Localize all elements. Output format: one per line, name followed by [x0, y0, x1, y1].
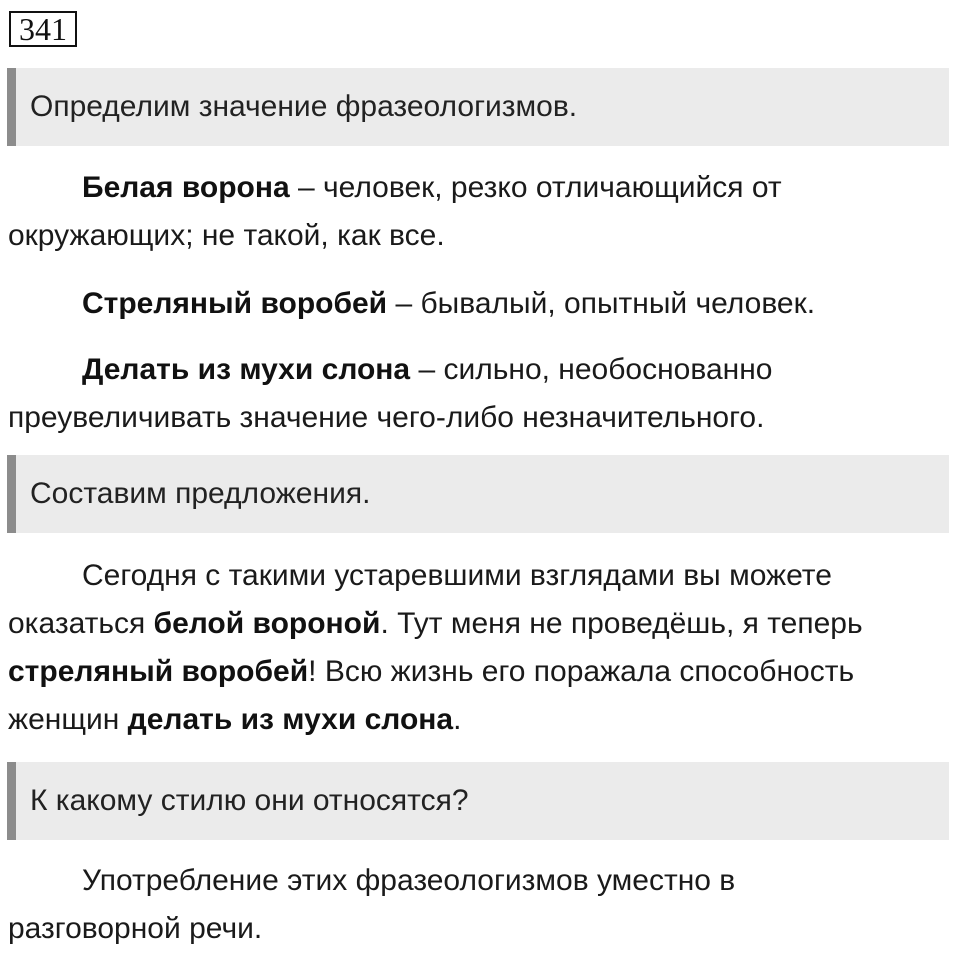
definition-text: преувеличивать значение чего-либо незначительного. — [8, 401, 765, 434]
section-header-sentences: Составим предложения. — [7, 455, 949, 533]
section-header-style: К какому стилю они относятся? — [7, 762, 949, 840]
style-paragraph — [8, 857, 948, 953]
sentence-text: . — [453, 703, 462, 736]
answer-text: разговорной речи. — [8, 912, 263, 945]
definition-text: – бывалый, опытный человек. — [387, 287, 816, 320]
answer-text: Употребление этих фразеологизмов уместно в — [82, 864, 736, 897]
sentence-text: женщин — [8, 703, 128, 736]
definition-text: – человек, резко отличающийся от — [289, 171, 782, 204]
definition-text: – сильно, необоснованно — [410, 353, 773, 386]
sentence-text: Сегодня с такими устаревшими взглядами вы можете — [82, 559, 832, 592]
sentence-text: оказаться — [8, 607, 154, 640]
section-header-meaning: Определим значение фразеологизмов. — [7, 68, 949, 146]
sentences-paragraph — [8, 552, 948, 744]
definition-mountain-molehill — [8, 346, 948, 442]
term-old-sparrow: Стреляный воробей — [82, 287, 388, 320]
definition-text: окружающих; не такой, как все. — [8, 219, 445, 252]
sentence-text: . Тут меня не проведёшь, я теперь — [380, 607, 863, 640]
definition-old-sparrow — [8, 280, 948, 328]
term-mountain-molehill: Делать из мухи слона — [82, 353, 411, 386]
term-white-crow: Белая ворона — [82, 171, 290, 204]
term-old-sparrow-usage: стреляный воробей — [8, 655, 309, 688]
definition-white-crow — [8, 164, 948, 260]
term-white-crow-usage: белой вороной — [153, 607, 381, 640]
term-mountain-molehill-usage: делать из мухи слона — [127, 703, 454, 736]
sentence-text: ! Всю жизнь его поражала способность — [308, 655, 855, 688]
exercise-number: 341 — [9, 11, 77, 47]
